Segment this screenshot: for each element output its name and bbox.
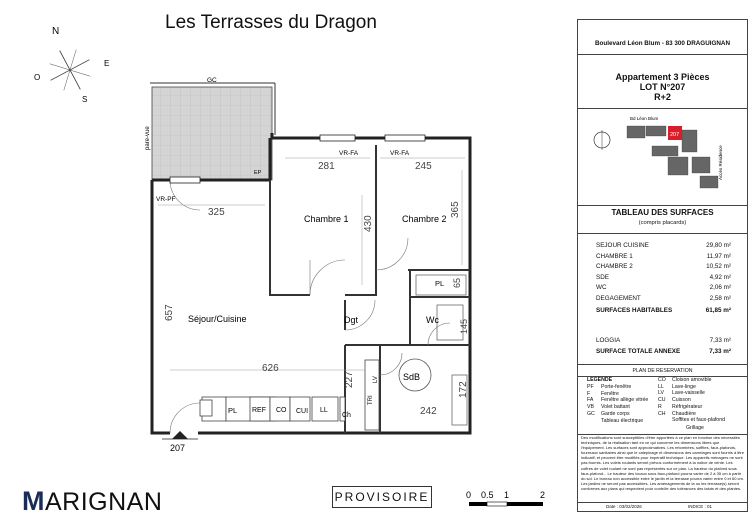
legend-grillage: Grillage (686, 425, 704, 431)
dim-325: 325 (208, 207, 225, 218)
cui-label: CUI (296, 408, 309, 415)
pl-top: PL (435, 279, 445, 288)
legend-title: PLAN DE RESERVATION (632, 368, 693, 374)
ref-label: REF (252, 407, 266, 414)
dim-626: 626 (262, 363, 279, 374)
compass-s: S (82, 95, 88, 104)
dim-430: 430 (363, 215, 374, 232)
indice: INDICE : 01 (688, 504, 713, 509)
legend-item: GC Garde corps (587, 410, 630, 417)
surface-row: CHAMBRE 1 11,97 m² (596, 252, 731, 260)
legend-item: CO Cloison amovible (658, 377, 712, 383)
key-lot: 207 (670, 132, 680, 138)
legend-left (587, 384, 663, 424)
dim-242: 242 (420, 406, 437, 417)
scale-05: 0.5 (481, 490, 494, 500)
dim-281: 281 (318, 161, 335, 172)
address: Boulevard Léon Blum - 83 300 DRAGUIGNAN (594, 40, 731, 47)
entry-number: 207 (170, 443, 186, 453)
dim-245: 245 (415, 161, 432, 172)
surface-row: SDE 4,92 m² (596, 273, 731, 281)
room-chambre1: Chambre 1 (304, 214, 349, 224)
gc-label: GC (207, 77, 217, 84)
table-sub: (compris placards) (638, 220, 687, 226)
dim-172: 172 (458, 381, 469, 398)
legend-head: LEGENDE (587, 377, 613, 383)
ep-label: EP (254, 170, 262, 176)
legend-item: CU Cuisson (658, 397, 691, 404)
co-label: CO (276, 407, 287, 414)
scale-1: 1 (504, 490, 510, 500)
lot-number: LOT N°207 (639, 82, 686, 92)
info-panel (577, 19, 748, 512)
pl-kitchen: PL (228, 406, 238, 415)
dim-365: 365 (450, 201, 461, 218)
dim-65: 65 (452, 277, 462, 288)
ll-label: LL (320, 407, 328, 414)
room-sejour: Séjour/Cuisine (188, 314, 247, 324)
surface-row: WC 2,06 m² (596, 284, 731, 291)
provisoire-stamp: PROVISOIRE (332, 486, 432, 508)
vr-pf-label: VR-PF (156, 196, 176, 203)
level: R+2 (654, 92, 671, 102)
brand-logo: MARIGNAN (22, 486, 163, 516)
dim-657: 657 (164, 304, 175, 321)
legend-item: VB Volet battant (587, 404, 630, 411)
vr-fa-1-label: VR-FA (339, 150, 359, 157)
scale-bar (462, 488, 552, 514)
loggia (152, 87, 272, 180)
apt-type: Appartement 3 Pièces (615, 72, 710, 82)
dim-145: 145 (459, 318, 469, 334)
date: Date : 03/02/2026 (606, 504, 642, 509)
surface-row: CHAMBRE 2 10,52 m² (596, 263, 731, 270)
parevue-label: pare-vue (145, 126, 151, 150)
room-dgt: Dgt (344, 315, 359, 325)
key-plan (582, 112, 744, 204)
dim-227: 227 (344, 371, 355, 388)
legend-item: Tableau électrique (601, 417, 644, 424)
scale-0: 0 (466, 490, 472, 500)
legend-item: R Réfrigérateur (658, 403, 703, 410)
compass-e: E (104, 59, 110, 68)
table-title: TABLEAU DES SURFACES (611, 208, 714, 217)
legend-item: LV Lave-vaisselle (658, 390, 705, 397)
room-sdb: SdB (403, 372, 421, 382)
loggia-row: LOGGIA 7,33 m² (596, 337, 731, 344)
compass-n: N (52, 26, 60, 37)
key-street: Bd Léon Blum (630, 116, 659, 121)
disclaimer: Des modifications sont susceptibles d'être apportées à ce plan en fonction des nécessités techniques, de la réalisation tant en ce qui concerne les dimensions libres que l'équipement. Les surfaces sont approximatives. Les retombées, soffites, faux-plafonds, fourreaux sanitaires ainsi que le calepinage et dimensions des carrelages sont fournis à titre indicatif, et peuvent être modifiés pour impératif technique. Les appareils ménagers ne sont pas fournis. Les volets roulants seront prévus conformément à la notice de vente. Les coffres de volet roulant ne sont pas représentés sur ce plan. La hauteur du plafond sous faux-plafond... Le hauteur des locaux sous faux-plafond pourra varier de 2 à 35 cm à partir du sol. Le bureau non accessible entre le jardin et la terrasse pourra varier entre 0 et 60 cm. Les jardins ne seront pas accessibles. Les aménagements de la ou les terrasse(s) seront conformes aux plans qui respectent pour contrôle des tolérances des taluts et des plantes. (581, 435, 744, 491)
total-row: SURFACES HABITABLES 61,85 m² (596, 307, 731, 314)
room-chambre2: Chambre 2 (402, 214, 447, 224)
vr-fa-2-label: VR-FA (390, 150, 410, 157)
scale-2: 2 (540, 490, 546, 500)
project-title: Les Terrasses du Dragon (165, 12, 377, 33)
legend-item: LL Lave-linge (658, 383, 696, 390)
room-wc: Wc (426, 315, 439, 325)
lv-label: LV (373, 376, 379, 383)
compass-icon (30, 22, 115, 107)
key-access: Accès Résidence (718, 145, 723, 180)
legend-item: F Fenêtre (587, 390, 619, 397)
legend-item: CH Chaudière (658, 410, 696, 417)
ch-label: Ch (342, 412, 351, 419)
surfaces-table (596, 242, 731, 305)
legend-right (658, 377, 746, 424)
tri-label: TRI (368, 395, 374, 405)
legend-item: PF Porte-fenêtre (587, 384, 632, 390)
surface-row: SEJOUR CUISINE 29,80 m² (596, 242, 731, 249)
annexe-row: SURFACE TOTALE ANNEXE 7,33 m² (596, 347, 731, 355)
floor-plan (140, 75, 485, 455)
legend-item: Soffites et faux-plafond (672, 417, 725, 424)
compass-o: O (34, 73, 41, 82)
legend-item: FA Fenêtre allège vitrée (587, 397, 649, 404)
entry-arrow (172, 431, 188, 439)
surface-row: DEGAGEMENT 2,58 m² (596, 294, 731, 302)
